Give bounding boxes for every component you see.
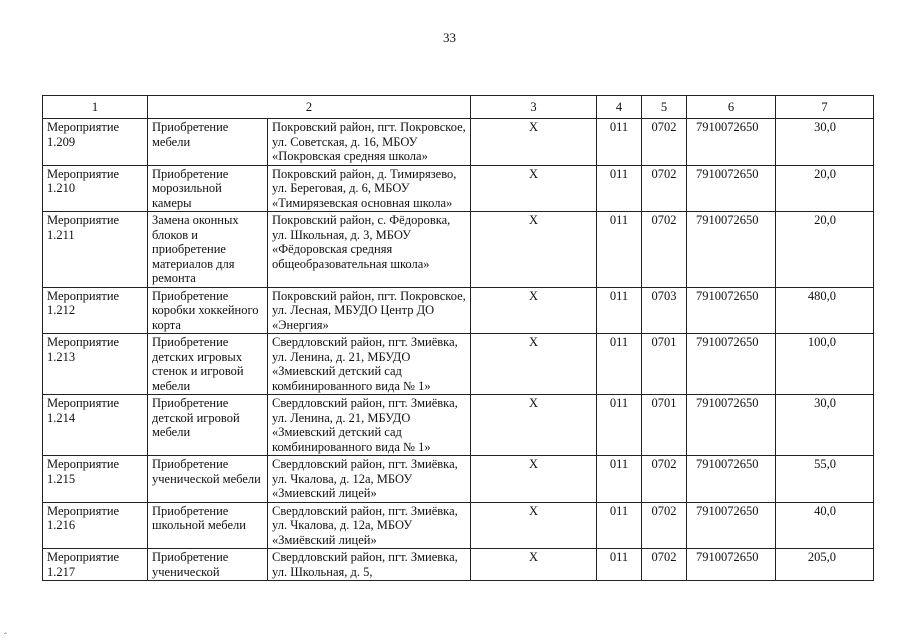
target-item-code-cell: 7910072650 xyxy=(687,334,776,395)
event-cell: Мероприятие 1.211 xyxy=(43,212,148,288)
action-cell: Приобретение ученической xyxy=(148,549,268,581)
marker-cell: Х xyxy=(471,502,597,549)
target-item-code-cell: 7910072650 xyxy=(687,212,776,288)
amount-cell: 100,0 xyxy=(776,334,874,395)
location-cell: Покровский район, пгт. Покровское, ул. Советская, д. 16, МБОУ «Покровская средняя школа» xyxy=(268,119,471,166)
budget-table xyxy=(42,95,874,581)
amount-cell: 55,0 xyxy=(776,456,874,503)
header-col-4: 4 xyxy=(597,96,642,119)
action-cell: Приобретение морозильной камеры xyxy=(148,165,268,212)
action-cell: Приобретение ученической мебели xyxy=(148,456,268,503)
scan-mark: ‸ xyxy=(4,625,7,634)
table-row xyxy=(43,165,874,212)
grbs-code-cell: 011 xyxy=(597,395,642,456)
section-code-cell: 0702 xyxy=(642,456,687,503)
marker-cell: Х xyxy=(471,456,597,503)
section-code-cell: 0702 xyxy=(642,165,687,212)
event-cell: Мероприятие 1.215 xyxy=(43,456,148,503)
section-code-cell: 0702 xyxy=(642,549,687,581)
target-item-code-cell: 7910072650 xyxy=(687,395,776,456)
action-cell: Приобретение детской игровой мебели xyxy=(148,395,268,456)
target-item-code-cell: 7910072650 xyxy=(687,165,776,212)
target-item-code-cell: 7910072650 xyxy=(687,549,776,581)
target-item-code-cell: 7910072650 xyxy=(687,119,776,166)
section-code-cell: 0701 xyxy=(642,395,687,456)
marker-cell: Х xyxy=(471,549,597,581)
grbs-code-cell: 011 xyxy=(597,334,642,395)
location-cell: Свердловский район, пгт. Змиёвка, ул. Ленина, д. 21, МБУДО «Змиевский детский сад комбинированного вида № 1» xyxy=(268,395,471,456)
marker-cell: Х xyxy=(471,395,597,456)
grbs-code-cell: 011 xyxy=(597,549,642,581)
header-col-5: 5 xyxy=(642,96,687,119)
amount-cell: 480,0 xyxy=(776,287,874,334)
location-cell: Свердловский район, пгт. Змиевка, ул. Школьная, д. 5, xyxy=(268,549,471,581)
header-col-1: 1 xyxy=(43,96,148,119)
action-cell: Приобретение школьной мебели xyxy=(148,502,268,549)
target-item-code-cell: 7910072650 xyxy=(687,287,776,334)
grbs-code-cell: 011 xyxy=(597,212,642,288)
table-row xyxy=(43,212,874,288)
table-row xyxy=(43,287,874,334)
location-cell: Покровский район, пгт. Покровское, ул. Лесная, МБУДО Центр ДО «Энергия» xyxy=(268,287,471,334)
marker-cell: Х xyxy=(471,334,597,395)
marker-cell: Х xyxy=(471,165,597,212)
table-row xyxy=(43,334,874,395)
location-cell: Покровский район, д. Тимирязево, ул. Береговая, д. 6, МБОУ «Тимирязевская основная школа» xyxy=(268,165,471,212)
location-cell: Свердловский район, пгт. Змиёвка, ул. Ленина, д. 21, МБУДО «Змиевский детский сад комбинированного вида № 1» xyxy=(268,334,471,395)
event-cell: Мероприятие 1.212 xyxy=(43,287,148,334)
action-cell: Приобретение детских игровых стенок и игровой мебели xyxy=(148,334,268,395)
action-cell: Приобретение мебели xyxy=(148,119,268,166)
amount-cell: 20,0 xyxy=(776,212,874,288)
amount-cell: 30,0 xyxy=(776,395,874,456)
grbs-code-cell: 011 xyxy=(597,287,642,334)
location-cell: Свердловский район, пгт. Змиёвка, ул. Чкалова, д. 12а, МБОУ «Змиёвский лицей» xyxy=(268,502,471,549)
section-code-cell: 0701 xyxy=(642,334,687,395)
event-cell: Мероприятие 1.217 xyxy=(43,549,148,581)
amount-cell: 30,0 xyxy=(776,119,874,166)
amount-cell: 40,0 xyxy=(776,502,874,549)
grbs-code-cell: 011 xyxy=(597,502,642,549)
table-row xyxy=(43,395,874,456)
header-col-7: 7 xyxy=(776,96,874,119)
header-row xyxy=(43,96,874,119)
table-row xyxy=(43,502,874,549)
table-row xyxy=(43,119,874,166)
event-cell: Мероприятие 1.213 xyxy=(43,334,148,395)
section-code-cell: 0702 xyxy=(642,502,687,549)
page-number: 33 xyxy=(443,30,456,45)
grbs-code-cell: 011 xyxy=(597,456,642,503)
header-col-2: 2 xyxy=(148,96,471,119)
location-cell: Покровский район, с. Фёдоровка, ул. Школьная, д. 3, МБОУ «Фёдоровская средняя общеобразовательная школа» xyxy=(268,212,471,288)
marker-cell: Х xyxy=(471,287,597,334)
event-cell: Мероприятие 1.209 xyxy=(43,119,148,166)
marker-cell: Х xyxy=(471,212,597,288)
section-code-cell: 0703 xyxy=(642,287,687,334)
header-col-3: 3 xyxy=(471,96,597,119)
event-cell: Мероприятие 1.214 xyxy=(43,395,148,456)
marker-cell: Х xyxy=(471,119,597,166)
action-cell: Замена оконных блоков и приобретение материалов для ремонта xyxy=(148,212,268,288)
target-item-code-cell: 7910072650 xyxy=(687,456,776,503)
table-row xyxy=(43,456,874,503)
table-row xyxy=(43,549,874,581)
amount-cell: 20,0 xyxy=(776,165,874,212)
amount-cell: 205,0 xyxy=(776,549,874,581)
section-code-cell: 0702 xyxy=(642,119,687,166)
event-cell: Мероприятие 1.210 xyxy=(43,165,148,212)
target-item-code-cell: 7910072650 xyxy=(687,502,776,549)
grbs-code-cell: 011 xyxy=(597,165,642,212)
location-cell: Свердловский район, пгт. Змиёвка, ул. Чкалова, д. 12а, МБОУ «Змиевский лицей» xyxy=(268,456,471,503)
section-code-cell: 0702 xyxy=(642,212,687,288)
header-col-6: 6 xyxy=(687,96,776,119)
grbs-code-cell: 011 xyxy=(597,119,642,166)
event-cell: Мероприятие 1.216 xyxy=(43,502,148,549)
action-cell: Приобретение коробки хоккейного корта xyxy=(148,287,268,334)
